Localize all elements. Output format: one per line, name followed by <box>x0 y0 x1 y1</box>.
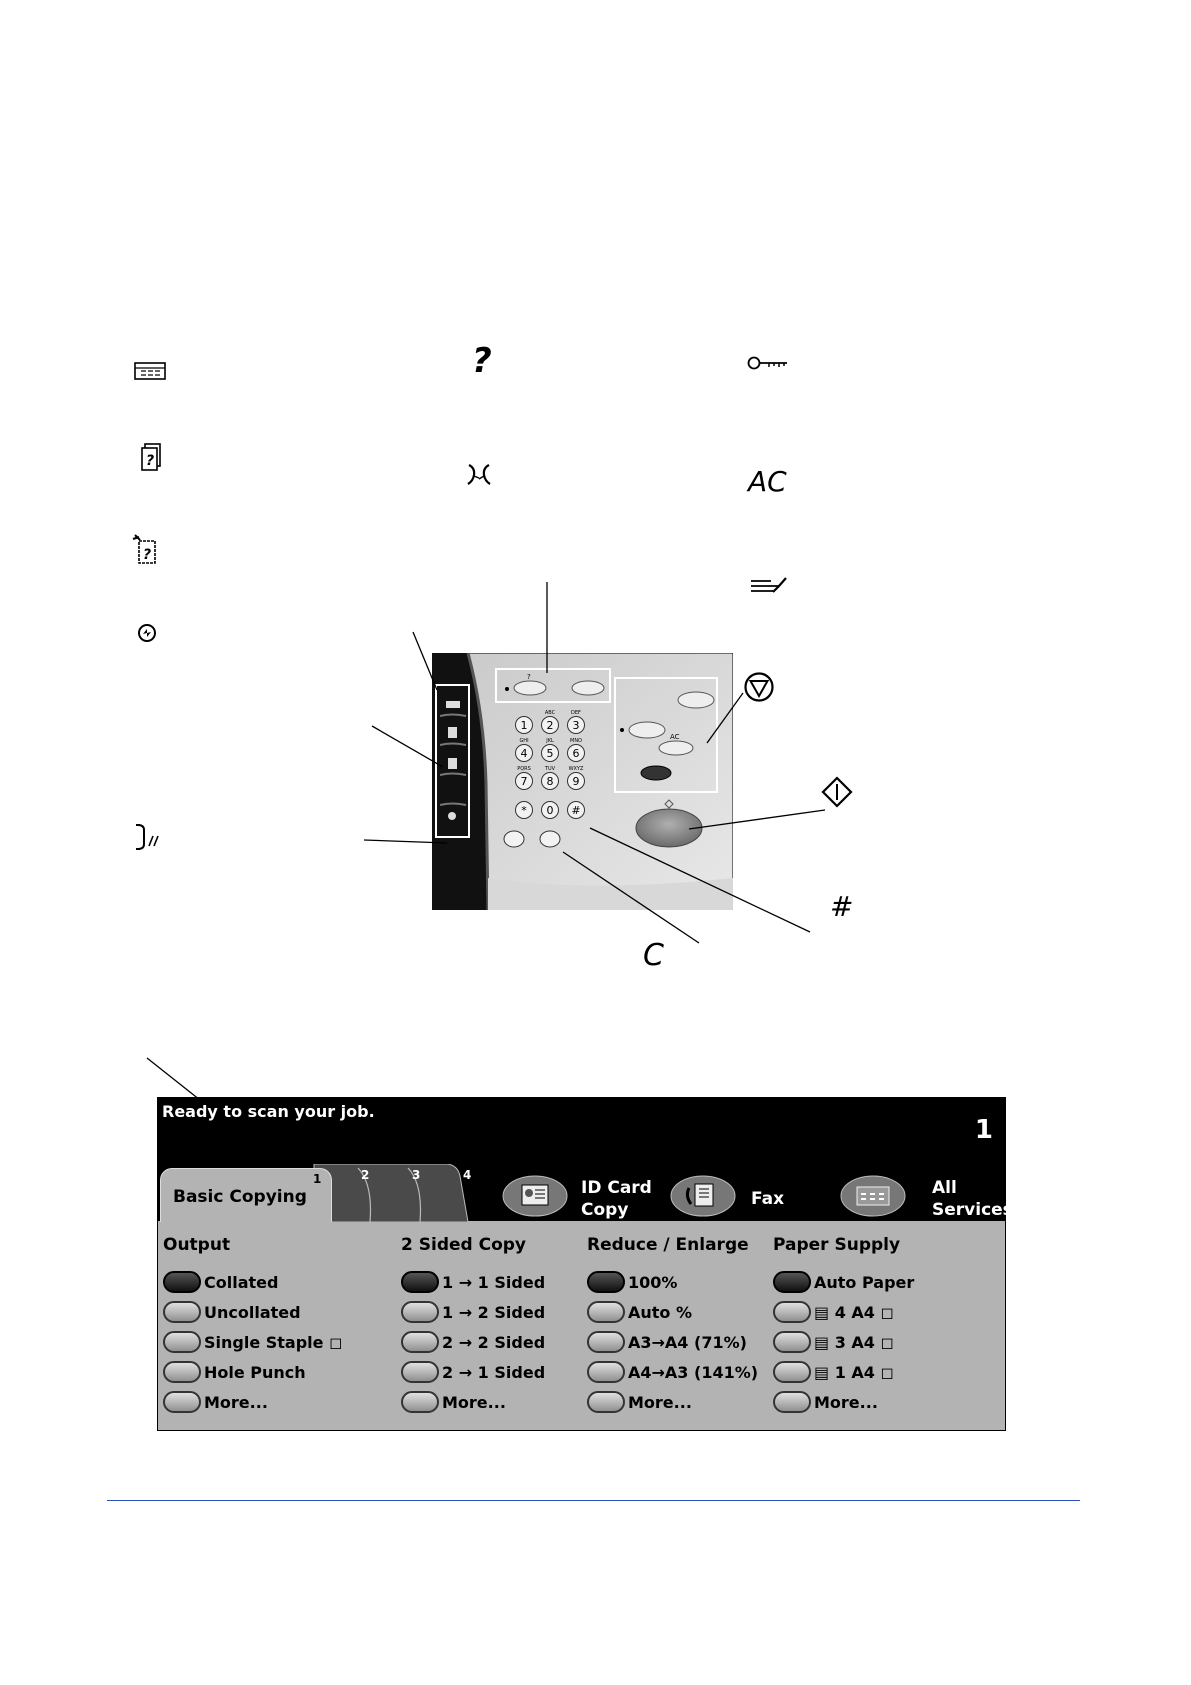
option-label: A4→A3 (141%) <box>628 1362 759 1382</box>
output-header: Output <box>163 1235 231 1255</box>
option-indicator[interactable] <box>163 1361 201 1383</box>
selected-indicator[interactable] <box>163 1271 201 1293</box>
option-label: ▤ 4 A4 ◻ <box>814 1302 894 1322</box>
option-button[interactable] <box>587 1267 758 1297</box>
keypad-key-label: 1 <box>520 719 528 732</box>
option-indicator[interactable] <box>401 1331 439 1353</box>
option-label: Collated <box>204 1272 279 1292</box>
keypad-key-label: 4 <box>520 747 528 760</box>
tab-basic-copying[interactable] <box>160 1168 332 1222</box>
option-button[interactable] <box>587 1357 758 1387</box>
option-indicator[interactable] <box>773 1301 811 1323</box>
option-indicator[interactable] <box>587 1301 625 1323</box>
keypad-key-letters: DEF <box>571 710 581 716</box>
status-message: Ready to scan your job. <box>162 1102 375 1121</box>
option-label: ▤ 3 A4 ◻ <box>814 1332 894 1352</box>
all-services-label[interactable]: All Services <box>932 1178 1013 1220</box>
keypad-key-letters: JKL <box>546 738 554 744</box>
option-indicator[interactable] <box>401 1301 439 1323</box>
keypad-key-letters: TUV <box>544 766 556 772</box>
option-indicator[interactable] <box>587 1391 625 1413</box>
two-sided-header: 2 Sided Copy <box>401 1235 527 1255</box>
option-button[interactable] <box>587 1327 758 1357</box>
tab-number-1: 1 <box>313 1172 322 1186</box>
option-label: 1 → 2 Sided <box>442 1302 546 1322</box>
keypad-key-label: # <box>571 804 581 817</box>
option-label: Auto % <box>628 1302 693 1322</box>
keypad-key-label: 5 <box>546 747 554 760</box>
option-button[interactable] <box>773 1327 914 1357</box>
option-button[interactable] <box>401 1357 545 1387</box>
selected-indicator[interactable] <box>401 1271 439 1293</box>
option-button[interactable] <box>401 1267 545 1297</box>
svg-text:?: ? <box>146 453 155 469</box>
id-card-copy-label[interactable]: ID Card Copy <box>581 1178 652 1220</box>
keypad-key-letters: PQRS <box>517 766 531 772</box>
keypad-key-letters: WXYZ <box>568 766 584 772</box>
keypad-key-label: * <box>521 804 527 817</box>
option-label: More... <box>442 1392 506 1412</box>
id-card-copy-icon[interactable] <box>501 1174 569 1218</box>
selected-indicator[interactable] <box>773 1271 811 1293</box>
job-count: 1 <box>974 1115 993 1145</box>
output-column <box>163 1221 342 1417</box>
option-label: Uncollated <box>204 1302 301 1322</box>
footer-rule <box>107 1500 1080 1501</box>
option-button[interactable] <box>773 1267 914 1297</box>
option-indicator[interactable] <box>401 1391 439 1413</box>
clear-label: C <box>643 938 664 973</box>
option-label: 100% <box>628 1272 678 1292</box>
option-label: 1 → 1 Sided <box>442 1272 546 1292</box>
option-indicator[interactable] <box>587 1361 625 1383</box>
option-indicator[interactable] <box>773 1391 811 1413</box>
help-icon: ? <box>472 341 492 381</box>
keypad-key-letters: ABC <box>544 710 556 716</box>
fax-label[interactable]: Fax <box>751 1189 785 1209</box>
option-button[interactable] <box>163 1327 342 1357</box>
option-label: More... <box>204 1392 268 1412</box>
svg-text:?: ? <box>143 547 152 563</box>
option-indicator[interactable] <box>401 1361 439 1383</box>
keypad-key-label: 6 <box>572 747 580 760</box>
touch-screen <box>157 1097 1013 1431</box>
selected-indicator[interactable] <box>587 1271 625 1293</box>
paper-supply-header: Paper Supply <box>773 1235 901 1255</box>
keypad-key-label: 2 <box>546 719 554 732</box>
option-button[interactable] <box>401 1387 545 1417</box>
option-button[interactable] <box>163 1387 342 1417</box>
option-button[interactable] <box>587 1387 758 1417</box>
ac-key-label: AC <box>670 733 680 741</box>
tab-2[interactable]: 2 <box>361 1168 370 1182</box>
option-label: 2 → 2 Sided <box>442 1332 546 1352</box>
keypad-key-letters: GHI <box>519 738 529 744</box>
keypad-key-label: 7 <box>520 775 528 788</box>
option-button[interactable] <box>401 1327 545 1357</box>
option-indicator[interactable] <box>773 1361 811 1383</box>
option-label: A3→A4 (71%) <box>628 1332 747 1352</box>
option-button[interactable] <box>401 1297 545 1327</box>
help-key-label: ? <box>527 673 531 681</box>
hash-label: # <box>830 890 854 923</box>
touch-screen-header <box>158 1098 1013 1221</box>
two-sided-column <box>401 1221 545 1417</box>
ac-label: AC <box>748 465 787 498</box>
all-services-icon[interactable] <box>839 1174 907 1218</box>
option-indicator[interactable] <box>163 1331 201 1353</box>
tab-4[interactable]: 4 <box>463 1168 472 1182</box>
reduce-enlarge-column <box>587 1221 758 1417</box>
keypad-key-label: 0 <box>546 804 554 817</box>
options-area <box>158 1221 1005 1431</box>
option-indicator[interactable] <box>587 1331 625 1353</box>
fax-icon[interactable] <box>669 1174 737 1218</box>
tab-basic-copying-label: Basic Copying <box>173 1187 307 1207</box>
option-label: ▤ 1 A4 ◻ <box>814 1362 894 1382</box>
option-label: More... <box>814 1392 878 1412</box>
option-button[interactable] <box>163 1357 342 1387</box>
option-button[interactable] <box>773 1387 914 1417</box>
keypad-key-label: 9 <box>572 775 580 788</box>
option-button[interactable] <box>587 1297 758 1327</box>
keypad-key-letters: MNO <box>570 738 582 744</box>
option-indicator[interactable] <box>163 1391 201 1413</box>
option-button[interactable] <box>163 1297 342 1327</box>
option-indicator[interactable] <box>163 1301 201 1323</box>
option-button[interactable] <box>163 1267 342 1297</box>
option-label: More... <box>628 1392 692 1412</box>
paper-supply-column <box>773 1221 914 1417</box>
option-button[interactable] <box>773 1297 914 1327</box>
keypad-key-label: 3 <box>572 719 580 732</box>
reduce-enlarge-header: Reduce / Enlarge <box>587 1235 749 1255</box>
option-label: 2 → 1 Sided <box>442 1362 546 1382</box>
tab-3[interactable]: 3 <box>412 1168 421 1182</box>
option-button[interactable] <box>773 1357 914 1387</box>
option-label: Single Staple ◻ <box>204 1332 343 1352</box>
option-label: Hole Punch <box>204 1362 306 1382</box>
keypad-key-label: 8 <box>546 775 554 788</box>
option-label: Auto Paper <box>814 1272 915 1292</box>
option-indicator[interactable] <box>773 1331 811 1353</box>
